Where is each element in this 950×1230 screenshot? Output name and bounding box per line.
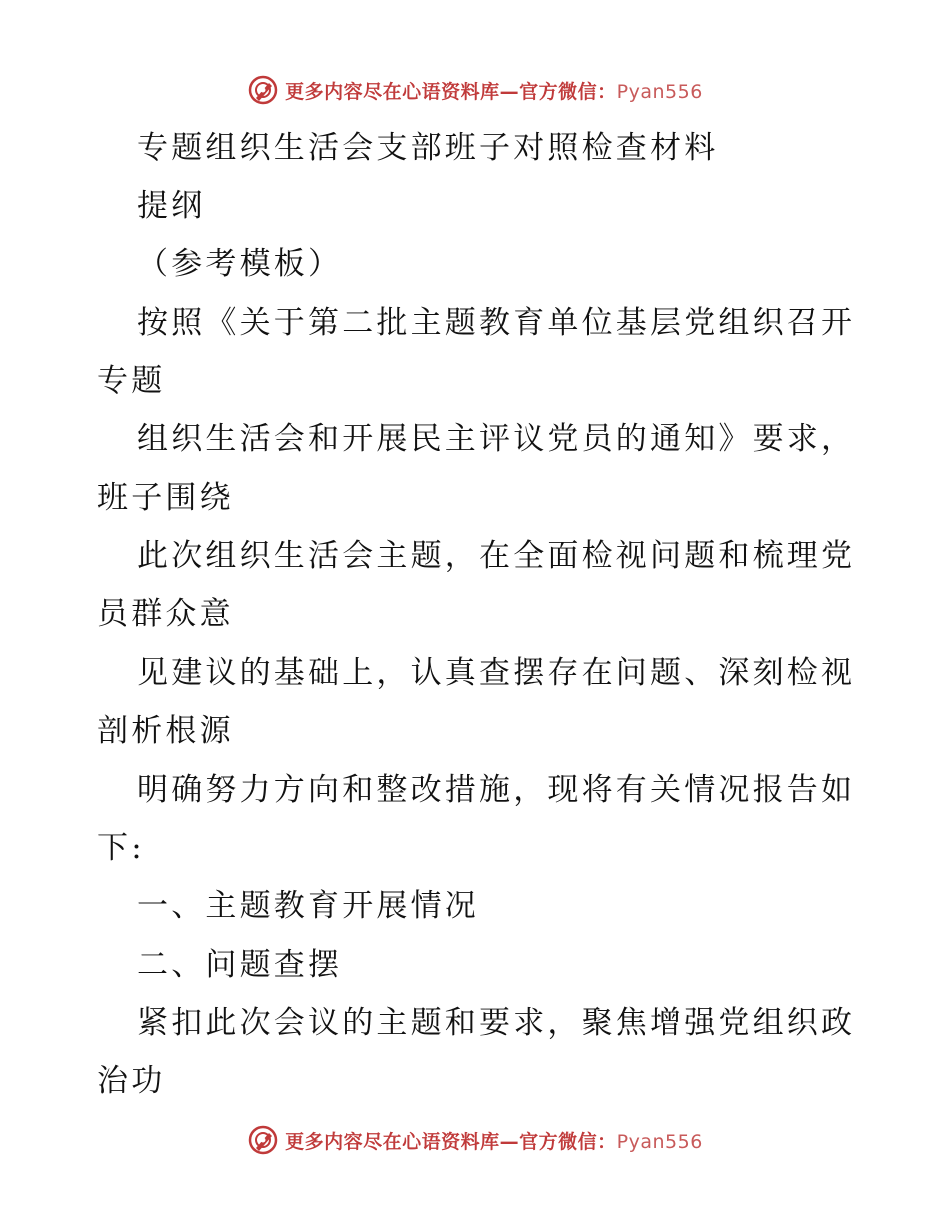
section-heading-2: 二、问题查摆 — [137, 947, 343, 983]
watermark-handle: Pyan556 — [616, 1130, 703, 1153]
doc-line: 剖析根源 — [97, 713, 234, 749]
doc-line: 员群众意 — [97, 596, 234, 632]
section-heading-1: 一、主题教育开展情况 — [137, 888, 479, 924]
doc-line: 见建议的基础上，认真查摆存在问题、深刻检视 — [137, 655, 856, 691]
doc-title: 专题组织生活会支部班子对照检查材料 — [137, 130, 719, 166]
watermark-brand: 更多内容尽在心语资料库—官方微信： — [285, 1130, 617, 1153]
doc-line: 组织生活会和开展民主评议党员的通知》要求， — [137, 421, 856, 457]
logo-icon — [247, 1124, 279, 1156]
doc-line: 班子围绕 — [97, 480, 234, 516]
doc-line: 治功 — [97, 1063, 166, 1099]
doc-line: 按照《关于第二批主题教育单位基层党组织召开 — [137, 305, 856, 341]
doc-line: 专题 — [97, 363, 166, 399]
doc-subtitle: （参考模板） — [137, 246, 343, 282]
doc-line: 紧扣此次会议的主题和要求，聚焦增强党组织政 — [137, 1005, 856, 1041]
logo-icon — [247, 74, 279, 106]
doc-title-continued: 提纲 — [137, 188, 206, 224]
watermark-brand: 更多内容尽在心语资料库—官方微信： — [285, 80, 617, 103]
watermark-text — [285, 1127, 703, 1154]
footer-watermark — [0, 1120, 950, 1160]
watermark-handle: Pyan556 — [616, 80, 703, 103]
doc-line: 下: — [97, 830, 145, 866]
watermark-text — [285, 77, 703, 104]
doc-line: 此次组织生活会主题，在全面检视问题和梳理党 — [137, 538, 856, 574]
doc-line: 明确努力方向和整改措施，现将有关情况报告如 — [137, 772, 856, 808]
header-watermark — [0, 70, 950, 110]
